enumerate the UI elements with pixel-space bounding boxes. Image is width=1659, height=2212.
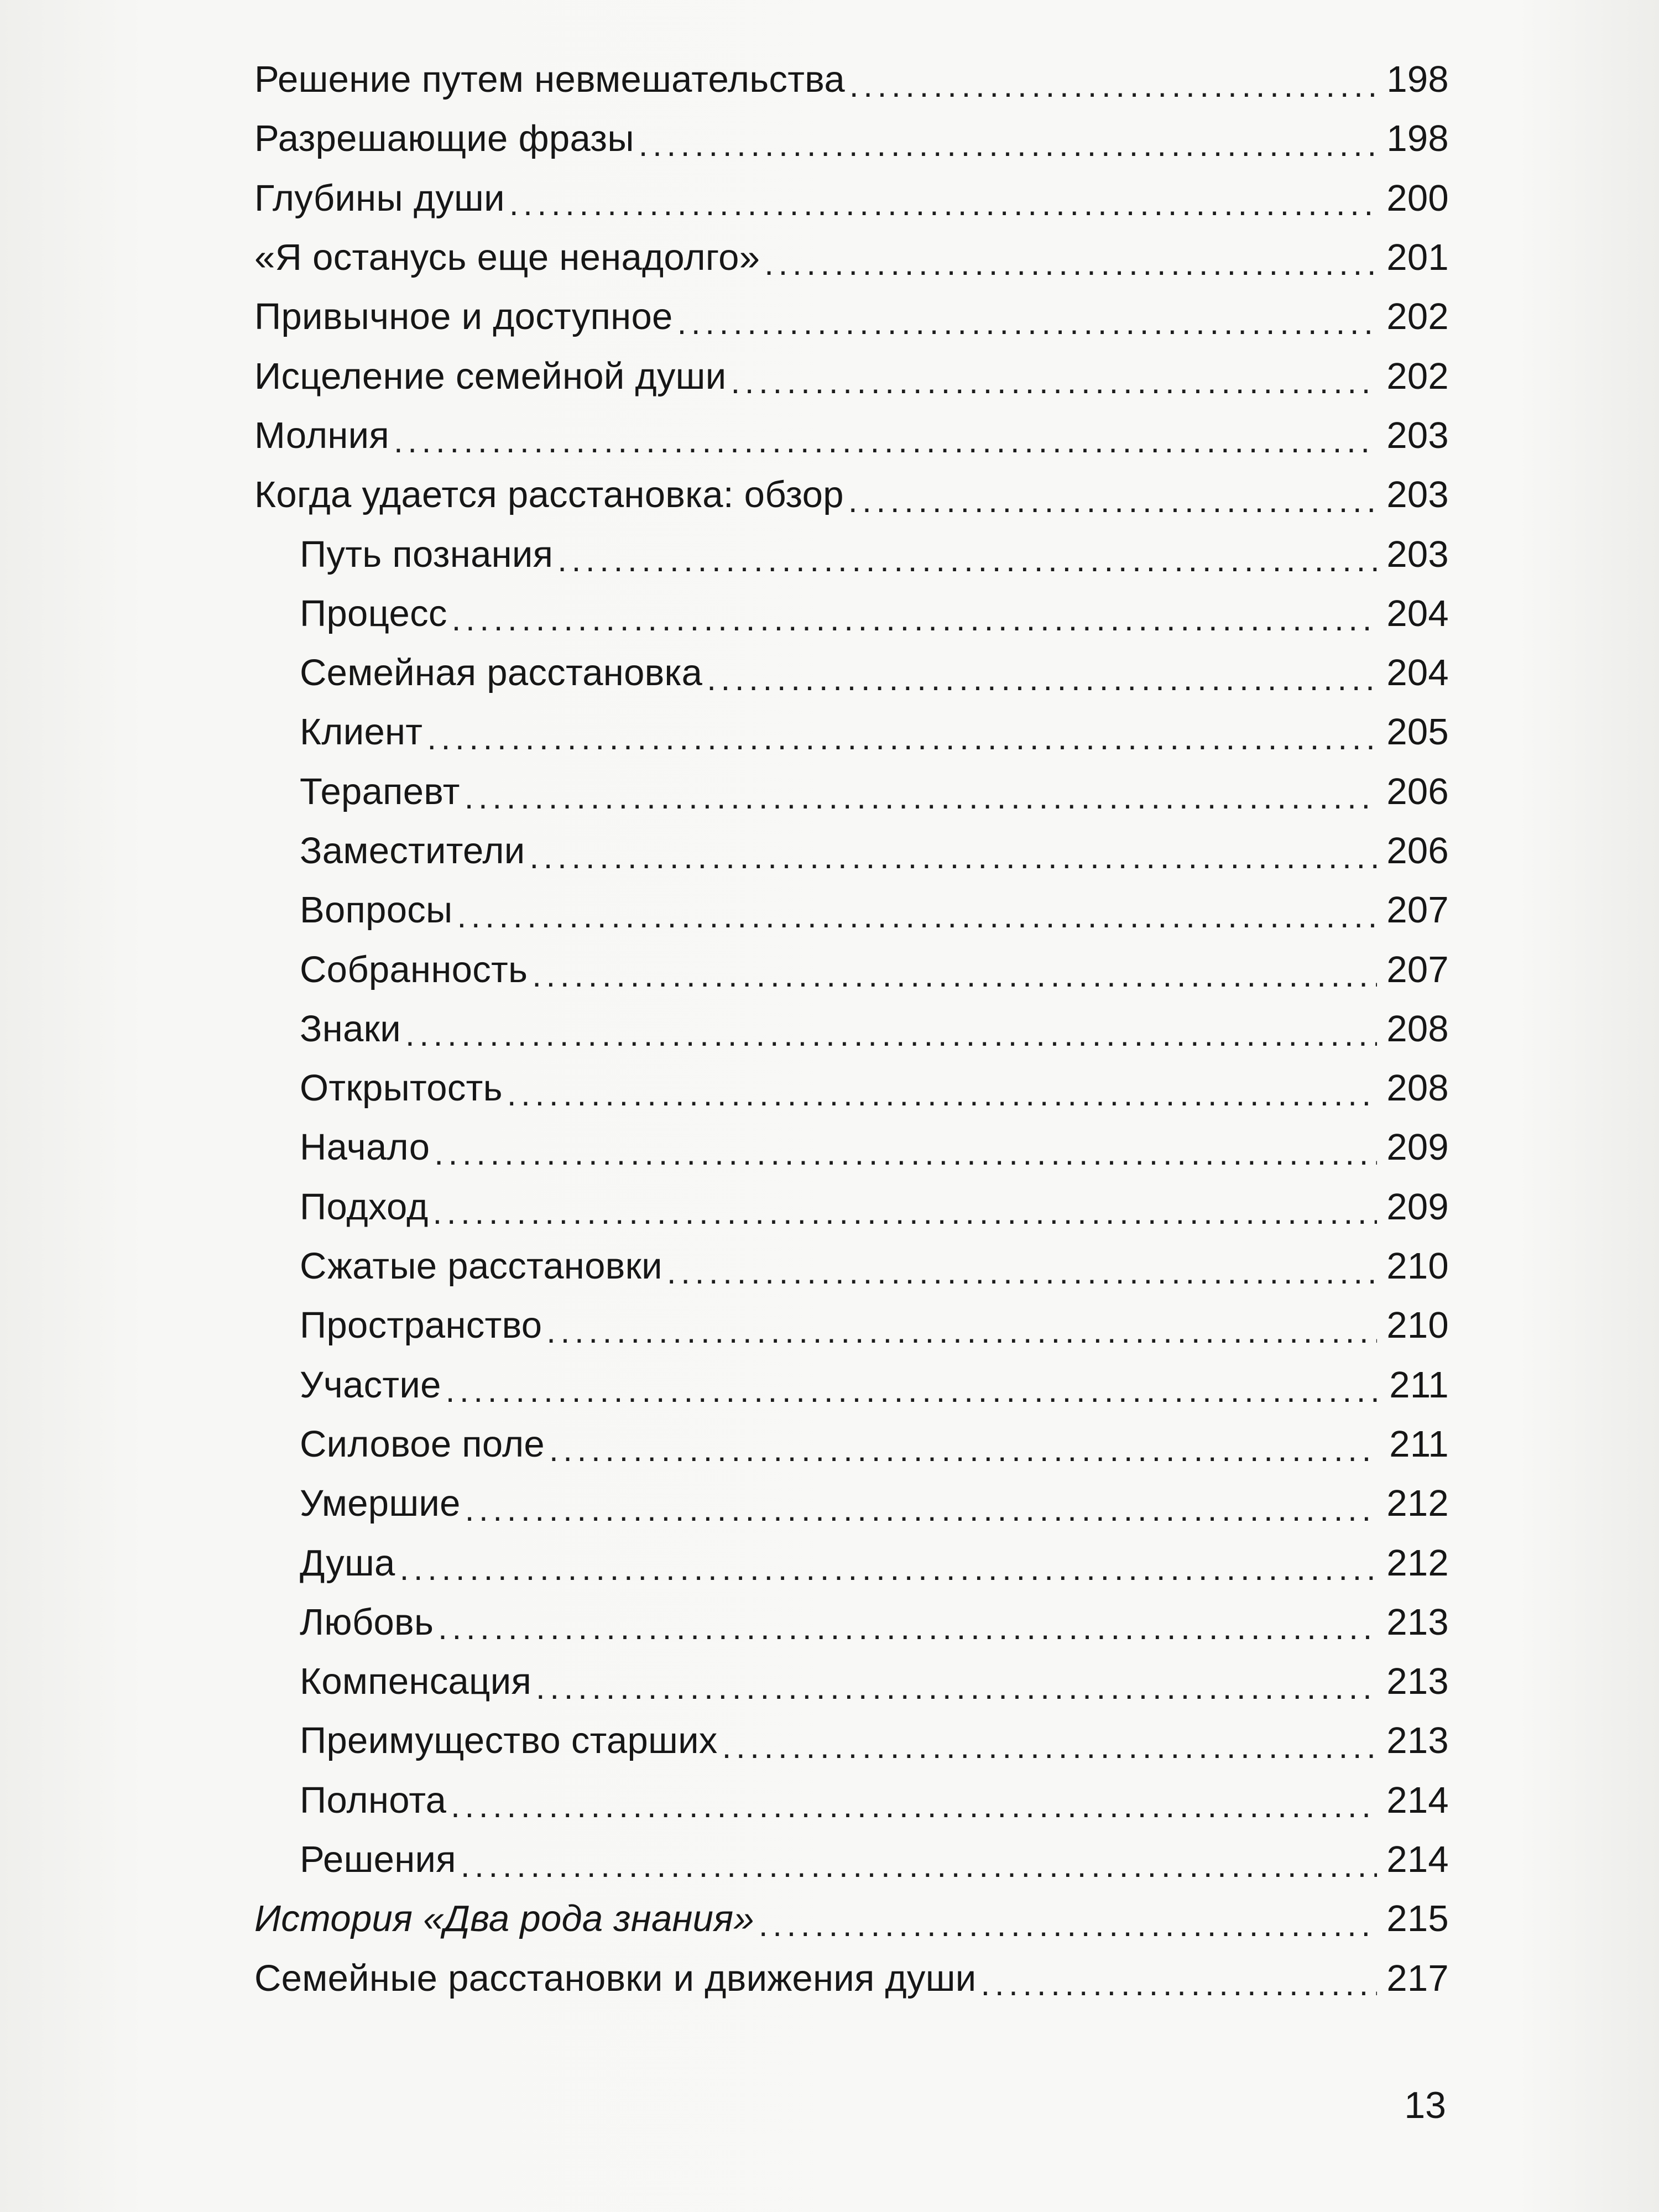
toc-entry xyxy=(254,1058,1449,1118)
toc-entry xyxy=(254,406,1449,465)
toc-entry xyxy=(254,346,1449,405)
toc-entry xyxy=(254,169,1449,228)
toc-entry-page: 213 xyxy=(1386,1601,1449,1643)
dot-leader xyxy=(427,721,1377,754)
toc-entry xyxy=(254,762,1449,821)
toc-entry xyxy=(254,1296,1449,1355)
dot-leader xyxy=(707,661,1377,695)
toc-entry-title: Любовь xyxy=(300,1601,434,1643)
dot-leader xyxy=(457,899,1377,932)
toc-entry-title: Семейная расстановка xyxy=(300,652,703,694)
toc-entry-title: Преимущество старших xyxy=(300,1720,718,1762)
toc-entry-title: Молния xyxy=(254,414,389,456)
toc-entry xyxy=(254,1949,1449,2008)
dot-leader xyxy=(400,1551,1377,1584)
toc-entry-page: 211 xyxy=(1389,1364,1449,1406)
toc-entry-page: 203 xyxy=(1386,533,1449,575)
toc-entry-page: 204 xyxy=(1386,652,1449,694)
dot-leader xyxy=(465,780,1377,813)
dot-leader xyxy=(452,602,1377,635)
toc-entry-page: 214 xyxy=(1386,1779,1449,1821)
toc-entry xyxy=(254,940,1449,999)
toc-entry xyxy=(254,1830,1449,1889)
toc-entry-page: 200 xyxy=(1386,177,1449,219)
dot-leader xyxy=(677,305,1377,338)
toc-entry-page: 204 xyxy=(1386,592,1449,634)
dot-leader xyxy=(507,1077,1377,1110)
toc-entry xyxy=(254,821,1449,880)
dot-leader xyxy=(446,1373,1377,1406)
dot-leader xyxy=(451,1788,1377,1822)
toc-entry-title: История «Два рода знания» xyxy=(254,1898,754,1940)
toc-entry-title: Глубины души xyxy=(254,177,505,219)
dot-leader xyxy=(546,1314,1377,1347)
toc-entry-page: 214 xyxy=(1386,1839,1449,1881)
toc-entry xyxy=(254,109,1449,168)
toc-entry-title: Знаки xyxy=(300,1008,401,1050)
dot-leader xyxy=(639,127,1377,160)
dot-leader xyxy=(438,1610,1377,1644)
toc-entry-page: 213 xyxy=(1386,1720,1449,1762)
toc-entry-page: 205 xyxy=(1386,711,1449,753)
toc-entry-page: 208 xyxy=(1386,1008,1449,1050)
dot-leader xyxy=(405,1017,1377,1050)
toc-entry-page: 215 xyxy=(1386,1898,1449,1940)
toc-entry-page: 203 xyxy=(1386,474,1449,516)
toc-entry xyxy=(254,1355,1449,1415)
toc-entry xyxy=(254,1652,1449,1711)
toc-entry-page: 202 xyxy=(1386,355,1449,397)
dot-leader xyxy=(667,1255,1377,1288)
toc-entry-page: 201 xyxy=(1386,237,1449,279)
toc-entry-title: Сжатые расстановки xyxy=(300,1245,662,1287)
dot-leader xyxy=(434,1136,1377,1169)
dot-leader xyxy=(731,364,1377,398)
dot-leader xyxy=(536,1670,1377,1703)
toc-entry xyxy=(254,1889,1449,1948)
dot-leader xyxy=(981,1966,1378,2000)
toc-entry-title: «Я останусь еще ненадолго» xyxy=(254,237,760,279)
toc-entry-page: 209 xyxy=(1386,1186,1449,1228)
toc-entry-page: 203 xyxy=(1386,414,1449,456)
toc-entry-title: Вопросы xyxy=(300,889,453,931)
toc-entry-page: 208 xyxy=(1386,1067,1449,1109)
dot-leader xyxy=(465,1492,1377,1525)
toc-entry-title: Открытость xyxy=(300,1067,503,1109)
toc-entry-title: Заместители xyxy=(300,830,525,872)
toc-entry-page: 210 xyxy=(1386,1305,1449,1347)
toc-entry-title: Путь познания xyxy=(300,533,554,575)
toc-entry-page: 202 xyxy=(1386,296,1449,338)
toc-entry-page: 207 xyxy=(1386,948,1449,990)
toc-entry-page: 198 xyxy=(1386,59,1449,101)
toc-entry-title: Полнота xyxy=(300,1779,447,1821)
dot-leader xyxy=(461,1848,1377,1881)
toc-entry-title: Начало xyxy=(300,1126,430,1168)
toc-entry xyxy=(254,524,1449,583)
toc-entry-page: 207 xyxy=(1386,889,1449,931)
toc-entry-page: 211 xyxy=(1389,1423,1449,1465)
toc-entry xyxy=(254,50,1449,109)
toc-entry-page: 213 xyxy=(1386,1661,1449,1703)
toc-entry-title: Процесс xyxy=(300,592,447,634)
toc-entry-title: Собранность xyxy=(300,948,528,990)
toc-entry xyxy=(254,584,1449,643)
dot-leader xyxy=(849,68,1377,101)
dot-leader xyxy=(764,246,1377,279)
dot-leader xyxy=(848,483,1377,517)
toc-entry-title: Терапевт xyxy=(300,770,460,812)
toc-entry xyxy=(254,1474,1449,1533)
toc-entry xyxy=(254,1118,1449,1177)
toc-entry-title: Семейные расстановки и движения души xyxy=(254,1957,977,1999)
dot-leader xyxy=(532,958,1377,991)
toc-entry-title: Клиент xyxy=(300,711,423,753)
dot-leader xyxy=(722,1729,1377,1762)
toc-entry xyxy=(254,702,1449,761)
toc-entry xyxy=(254,1771,1449,1830)
table-of-contents xyxy=(254,50,1449,2008)
page-number: 13 xyxy=(1404,2084,1446,2126)
dot-leader xyxy=(509,186,1377,220)
toc-entry xyxy=(254,1593,1449,1652)
toc-entry-title: Душа xyxy=(300,1542,395,1584)
dot-leader xyxy=(549,1432,1377,1465)
toc-entry xyxy=(254,1177,1449,1237)
toc-entry xyxy=(254,643,1449,702)
toc-entry xyxy=(254,1415,1449,1474)
toc-entry-title: Подход xyxy=(300,1186,429,1228)
toc-entry-title: Компенсация xyxy=(300,1661,532,1703)
dot-leader xyxy=(557,542,1377,576)
toc-entry-title: Решение путем невмешательства xyxy=(254,59,845,101)
toc-entry-page: 206 xyxy=(1386,770,1449,812)
toc-entry xyxy=(254,1237,1449,1296)
toc-entry xyxy=(254,1711,1449,1770)
dot-leader xyxy=(759,1907,1377,1940)
toc-entry-page: 206 xyxy=(1386,830,1449,872)
toc-entry xyxy=(254,999,1449,1058)
toc-entry-title: Решения xyxy=(300,1839,456,1881)
toc-entry-page: 212 xyxy=(1386,1483,1449,1525)
toc-entry-page: 198 xyxy=(1386,118,1449,160)
dot-leader xyxy=(432,1195,1377,1228)
dot-leader xyxy=(394,424,1377,457)
toc-entry-title: Силовое поле xyxy=(300,1423,545,1465)
toc-entry-title: Исцеление семейной души xyxy=(254,355,727,397)
toc-entry xyxy=(254,287,1449,346)
toc-entry-page: 209 xyxy=(1386,1126,1449,1168)
dot-leader xyxy=(529,839,1377,873)
toc-entry xyxy=(254,465,1449,524)
toc-entry-title: Умершие xyxy=(300,1483,461,1525)
toc-entry-title: Разрешающие фразы xyxy=(254,118,634,160)
toc-entry xyxy=(254,1533,1449,1592)
toc-entry-title: Пространство xyxy=(300,1305,542,1347)
toc-entry xyxy=(254,880,1449,940)
toc-entry-title: Когда удается расстановка: обзор xyxy=(254,474,844,516)
toc-entry-title: Привычное и доступное xyxy=(254,296,673,338)
toc-entry xyxy=(254,228,1449,287)
toc-entry-title: Участие xyxy=(300,1364,441,1406)
toc-entry-page: 212 xyxy=(1386,1542,1449,1584)
toc-entry-page: 217 xyxy=(1386,1957,1449,1999)
toc-entry-page: 210 xyxy=(1386,1245,1449,1287)
